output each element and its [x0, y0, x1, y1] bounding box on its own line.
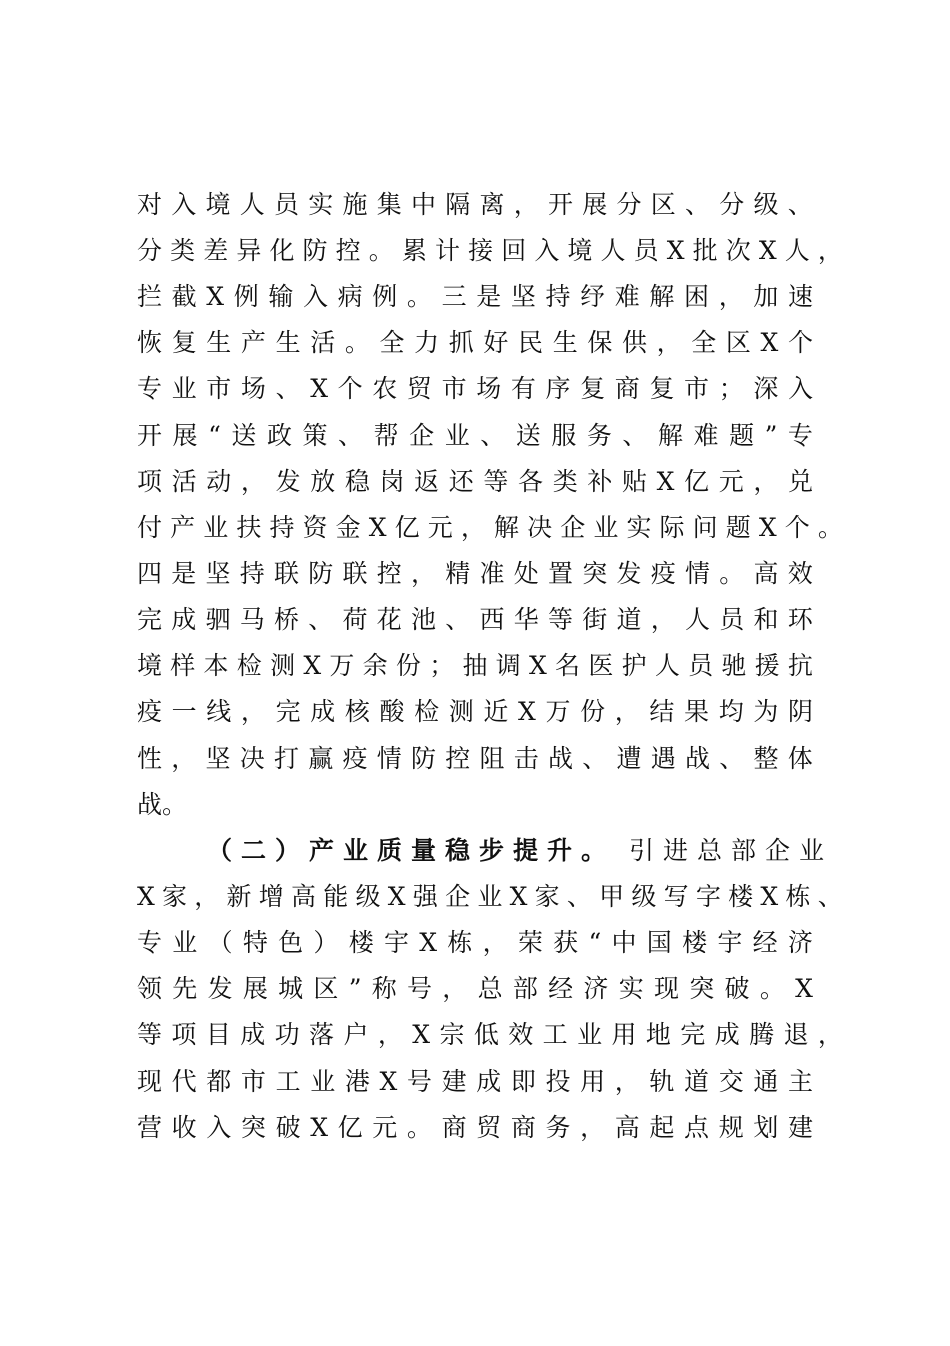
text-line: 完 成 驷 马 桥 、 荷 花 池 、 西 华 等 街 道 ， 人 员 和 环: [137, 605, 813, 634]
text-line: 专 业 （ 特 色 ） 楼 宇 X 栋 ， 荣 获 “ 中 国 楼 宇 经 济: [137, 928, 813, 957]
text-line: 付 产 业 扶 持 资 金 X 亿 元 ， 解 决 企 业 实 际 问 题 X 个 。: [137, 513, 843, 542]
heading-line-text: 引进总部企业: [629, 836, 834, 865]
text-line: 开 展 “ 送 政 策 、 帮 企 业 、 送 服 务 、 解 难 题 ” 专: [137, 421, 813, 450]
text-line: 性 ， 坚 决 打 赢 疫 情 防 控 阻 击 战 、 遭 遇 战 、 整 体: [137, 744, 813, 773]
text-line: 拦 截 X 例 输 入 病 例 。 三 是 坚 持 纾 难 解 困 ， 加 速: [137, 282, 813, 311]
text-line: 战 。: [137, 790, 188, 819]
text-line: 现 代 都 市 工 业 港 X 号 建 成 即 投 用 ， 轨 道 交 通 主: [137, 1067, 813, 1096]
text-line: 专 业 市 场 、 X 个 农 贸 市 场 有 序 复 商 复 市 ； 深 入: [137, 374, 813, 403]
section-heading: （二）产业质量稳步提升。: [207, 836, 616, 865]
text-line: 疫 一 线 ， 完 成 核 酸 检 测 近 X 万 份 ， 结 果 均 为 阴: [137, 697, 813, 726]
text-line: 等 项 目 成 功 落 户 ， X 宗 低 效 工 业 用 地 完 成 腾 退 ，: [137, 1020, 843, 1049]
text-line: 营 收 入 突 破 X 亿 元 。 商 贸 商 务 ， 高 起 点 规 划 建: [137, 1113, 813, 1142]
text-line: 对 入 境 人 员 实 施 集 中 隔 离 ， 开 展 分 区 、 分 级 、: [137, 190, 813, 219]
text-line: 境 样 本 检 测 X 万 余 份 ； 抽 调 X 名 医 护 人 员 驰 援 抗: [137, 651, 813, 680]
text-line: 四 是 坚 持 联 防 联 控 ， 精 准 处 置 突 发 疫 情 。 高 效: [137, 559, 813, 588]
text-line: X 家 ， 新 增 高 能 级 X 强 企 业 X 家 、 甲 级 写 字 楼 X 栋 、: [137, 882, 843, 911]
text-line: 分 类 差 异 化 防 控 。 累 计 接 回 入 境 人 员 X 批 次 X 人 ，: [137, 236, 843, 265]
text-line: 恢 复 生 产 生 活 。 全 力 抓 好 民 生 保 供 ， 全 区 X 个: [137, 328, 813, 357]
section-heading-line: [207, 832, 834, 870]
text-line: 项 活 动 ， 发 放 稳 岗 返 还 等 各 类 补 贴 X 亿 元 ， 兑: [137, 467, 813, 496]
text-line: 领 先 发 展 城 区 ” 称 号 ， 总 部 经 济 实 现 突 破 。 X: [137, 974, 813, 1003]
